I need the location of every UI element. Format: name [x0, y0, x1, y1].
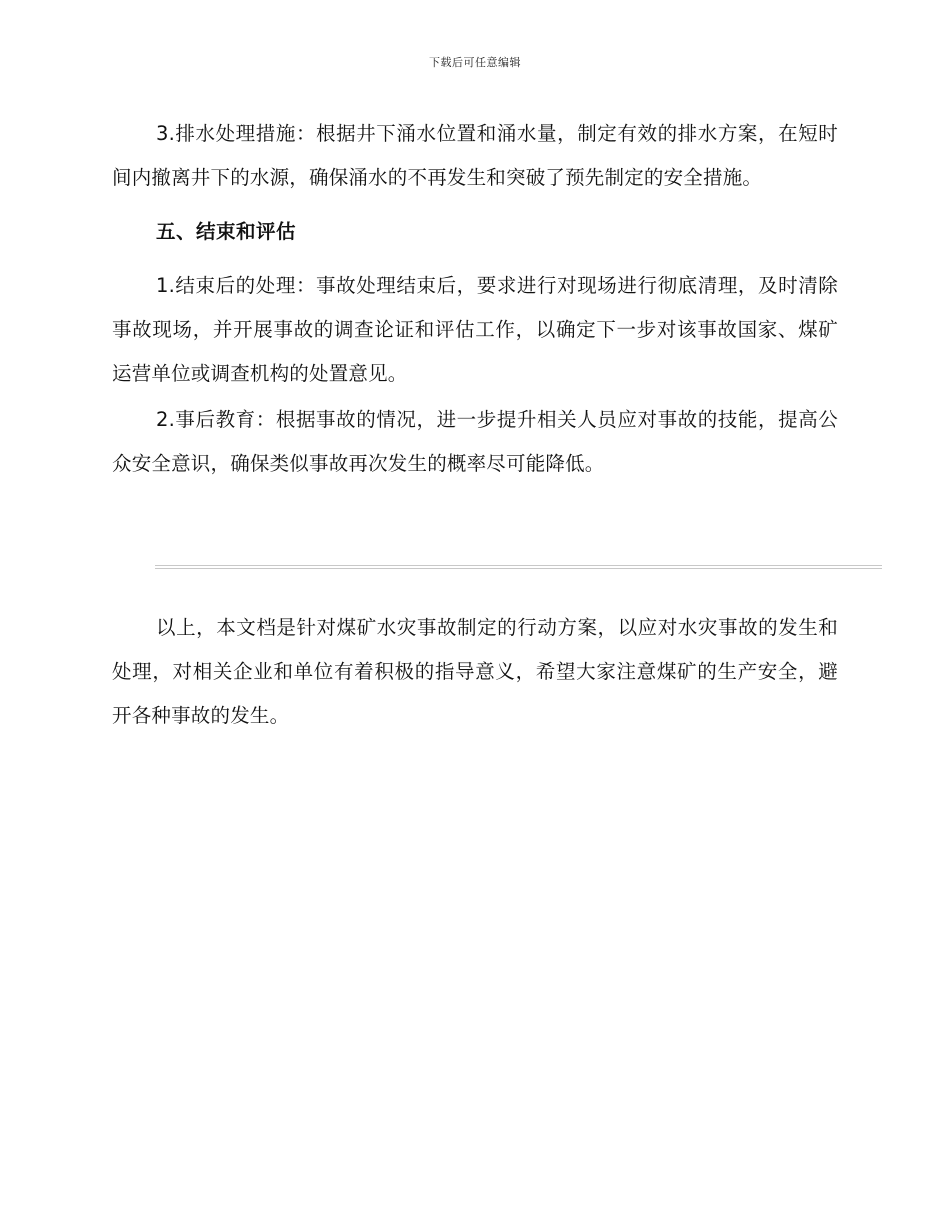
- page-header: 下载后可任意编辑: [429, 56, 521, 69]
- closing-section: [112, 606, 838, 738]
- paragraph-closing-summary: 以上，本文档是针对煤矿水灾事故制定的行动方案，以应对水灾事故的发生和处理，对相关企业和单位有着积极的指导意义，希望大家注意煤矿的生产安全，避开各种事故的发生。: [112, 616, 838, 727]
- paragraph-post-handling: 1.结束后的处理：事故处理结束后，要求进行对现场进行彻底清理，及时清除事故现场，并开展事故的调查论证和评估工作，以确定下一步对该事故国家、煤矿运营单位或调查机构的处置意见。: [112, 274, 838, 385]
- document-body: [112, 112, 838, 486]
- paragraph-drainage-measures: 3.排水处理措施：根据井下涌水位置和涌水量，制定有效的排水方案，在短时间内撤离井下的水源，确保涌水的不再发生和突破了预先制定的安全措施。: [112, 122, 838, 189]
- paragraph-post-education: 2.事后教育：根据事故的情况，进一步提升相关人员应对事故的技能，提高公众安全意识，确保类似事故再次发生的概率尽可能降低。: [112, 408, 838, 475]
- section-divider: [155, 565, 882, 569]
- section-heading-end-and-evaluation: 五、结束和评估: [156, 220, 297, 243]
